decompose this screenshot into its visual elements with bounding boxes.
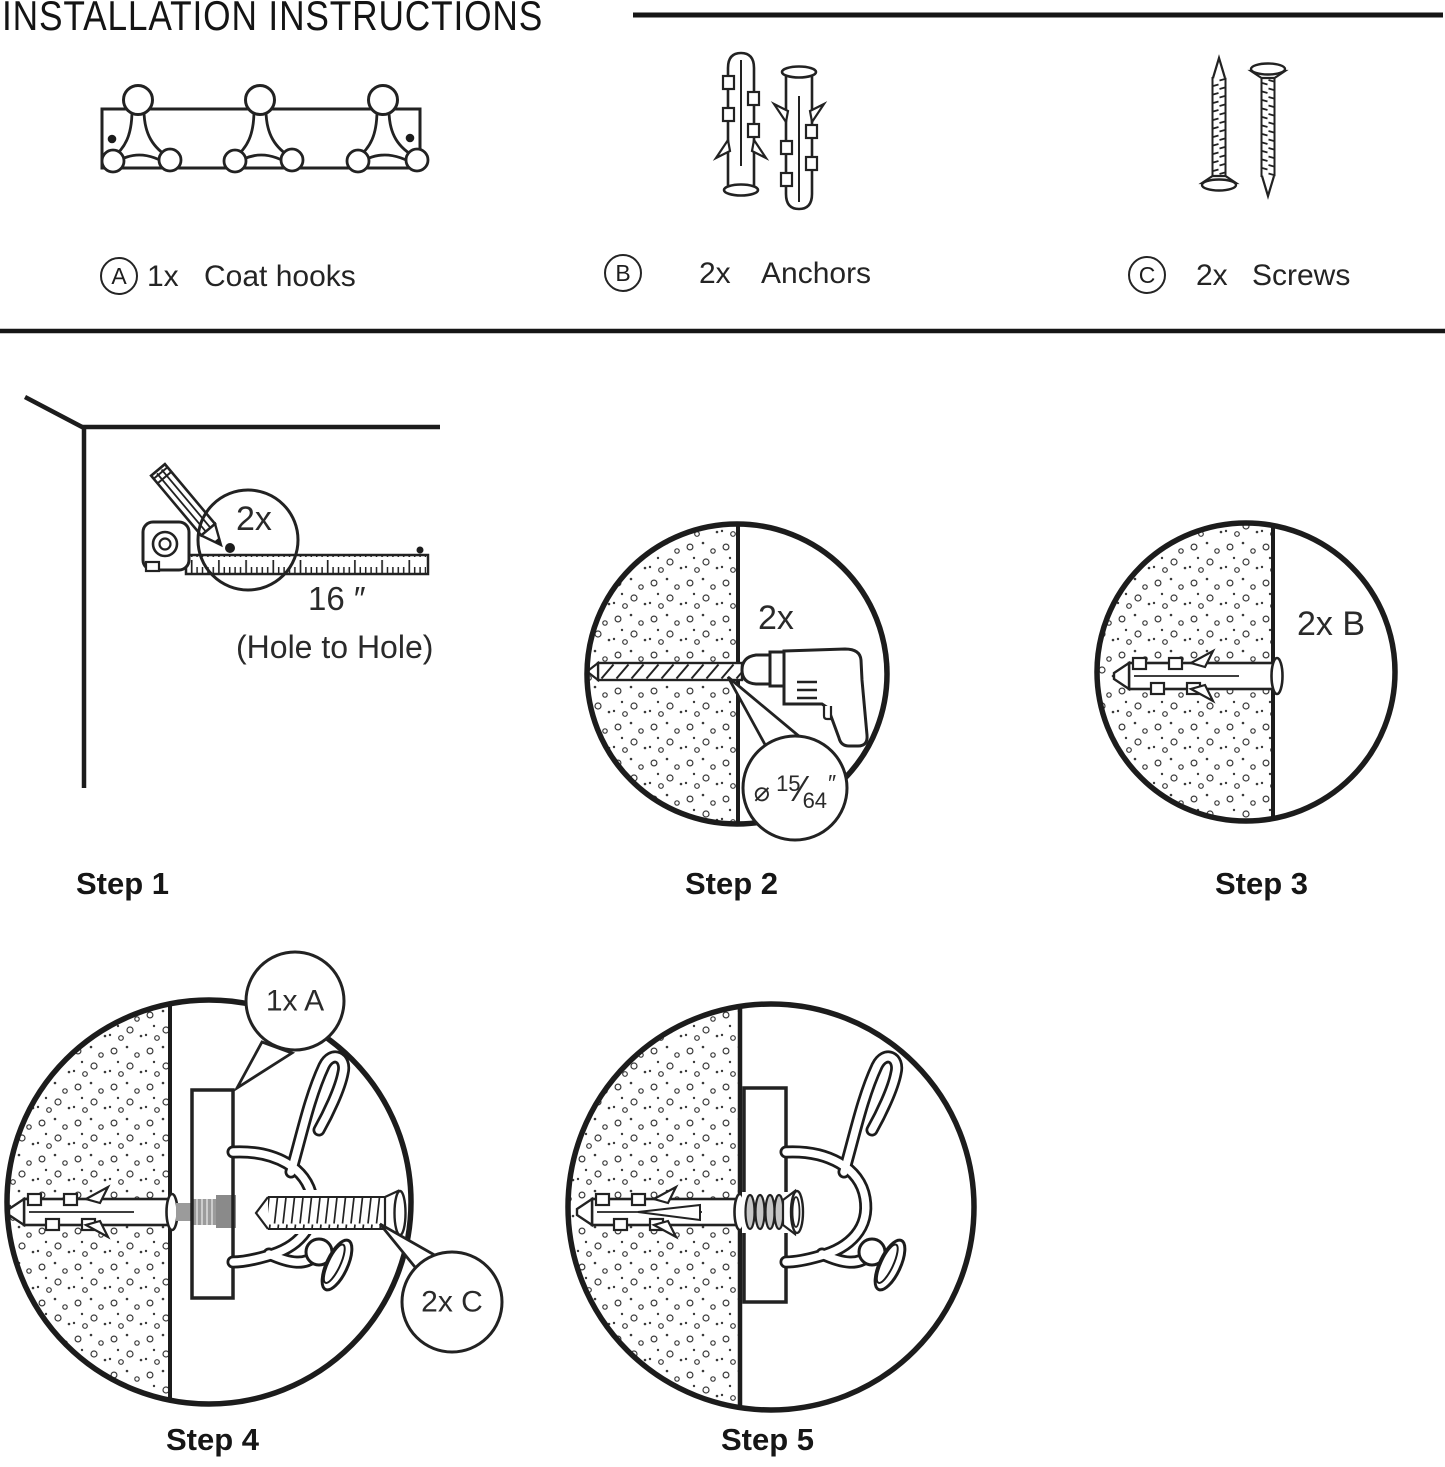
anchors-drawing [716, 53, 824, 209]
step3-label: Step 3 [1215, 866, 1309, 901]
step3-drawing [1095, 520, 1397, 826]
step2-mark-count: 2x [758, 599, 794, 637]
diameter-icon: ⌀ [753, 777, 771, 808]
step4-label: Step 4 [166, 1422, 260, 1457]
left-mark-dot [225, 543, 235, 553]
part-c-qty: 2x [1196, 259, 1228, 292]
part-b-badge: B [604, 254, 642, 292]
step4-callout-hooks: 1x A [265, 984, 325, 1018]
drill-diameter-label: ⌀ 15 ⁄ 64 ″ [753, 768, 837, 814]
part-c-badge: C [1128, 256, 1166, 294]
step4-drawing [4, 952, 502, 1410]
ruler-drawing [186, 555, 428, 574]
hook-backplate [192, 1090, 233, 1298]
part-a-badge: A [100, 257, 138, 295]
step3-mark-count: 2x B [1297, 605, 1366, 643]
coat-hooks-drawing [102, 86, 428, 173]
part-b-name: Anchors [761, 257, 872, 290]
step5-label: Step 5 [721, 1422, 815, 1457]
step5-drawing [565, 1001, 987, 1415]
step2-drawing [585, 520, 887, 840]
step4-callout-screws: 2x C [421, 1285, 483, 1319]
part-b-qty: 2x [699, 257, 731, 290]
screw-installed-drawing [742, 1191, 806, 1234]
step1-drawing [25, 397, 440, 788]
step1-mark-count: 2x [236, 500, 272, 538]
right-mark-dot [417, 547, 424, 554]
step1-note: (Hole to Hole) [236, 629, 434, 665]
page-title: INSTALLATION INSTRUCTIONS [2, 0, 544, 39]
tape-measure-drawing [143, 522, 189, 571]
step1-label: Step 1 [76, 866, 170, 901]
wall-corner-drawing [25, 397, 440, 788]
step2-label: Step 2 [685, 866, 779, 901]
screws-drawing [1202, 58, 1285, 196]
step1-measurement: 16 ″ [308, 580, 366, 617]
part-c-name: Screws [1252, 259, 1351, 292]
drill-bit-drawing [587, 663, 742, 680]
part-a-qty: 1x [147, 260, 179, 293]
part-a-name: Coat hooks [204, 260, 356, 293]
